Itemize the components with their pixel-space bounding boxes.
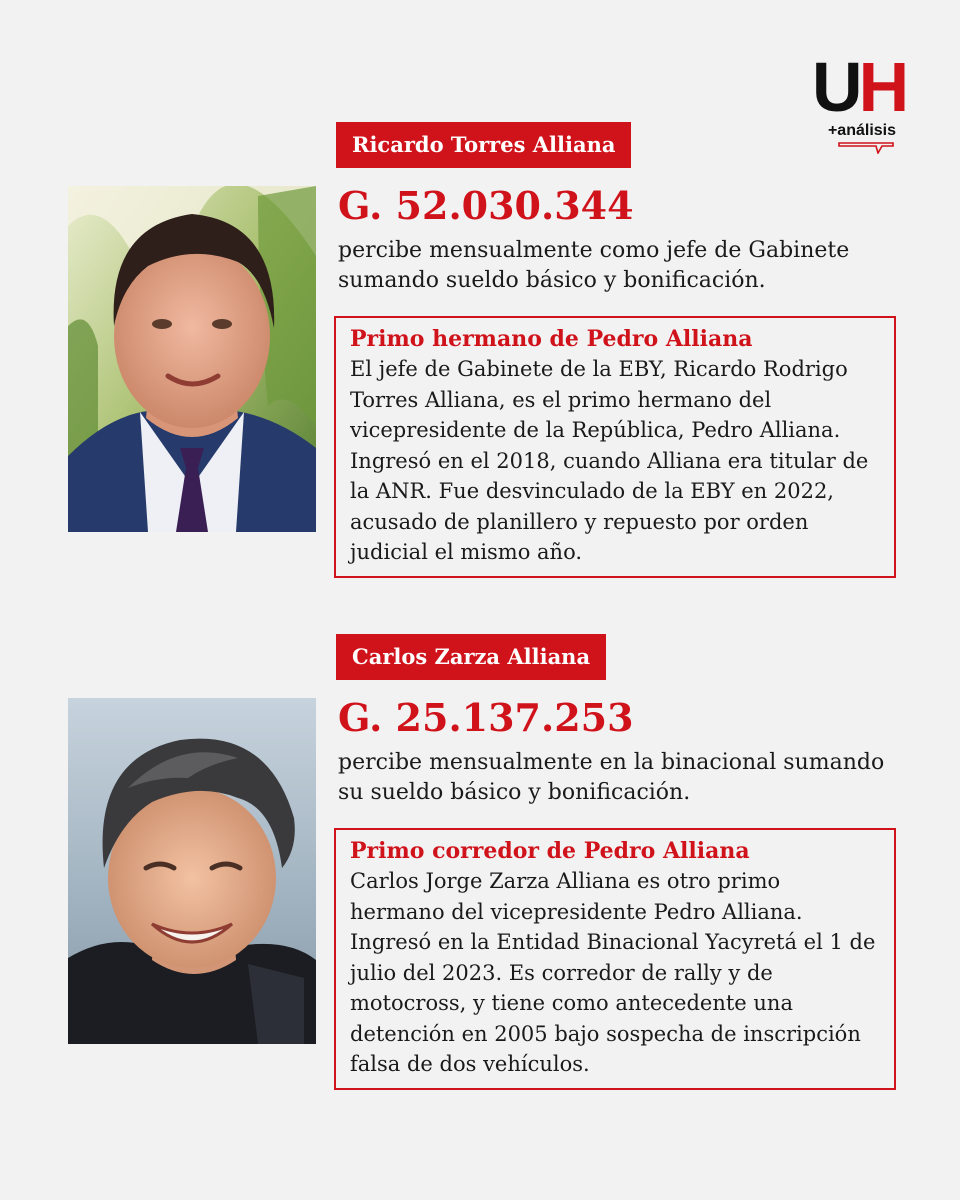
info-title: Primo hermano de Pedro Alliana [350,326,753,352]
name-tag: Carlos Zarza Alliana [336,634,606,680]
info-box [334,828,896,1090]
info-text: El jefe de Gabinete de la EBY, Ricardo Rodrigo Torres Alliana, es el primo hermano del vicepresidente de la República, Pedro Alliana. Ingresó en el 2018, cuando Alliana era titular de la ANR. Fue desvinculado de la EBY en 2022, acusado de planillero y repuesto por orden judicial el mismo año. [350,357,869,564]
info-text: Carlos Jorge Zarza Alliana es otro primo hermano del vicepresidente Pedro Alliana. Ingresó en la Entidad Binacional Yacyretá el 1 de julio del 2023. Es corredor de rally y de motocross, y tiene como antecedente una detención en 2005 bajo sospecha de inscripción falsa de dos vehículos. [350,869,876,1076]
portrait-photo [68,698,316,1044]
salary-description: percibe mensualmente como jefe de Gabinete sumando sueldo básico y bonificación. [338,238,850,293]
logo-mark [812,48,906,126]
logo-letter-u: U [812,48,859,126]
info-box [334,316,896,578]
salary-amount: G. 52.030.344 [338,183,634,228]
salary-description: percibe mensualmente en la binacional sumando su sueldo básico y bonificación. [338,750,885,805]
logo-subtitle: +análisis [827,122,896,139]
salary-amount: G. 25.137.253 [338,695,634,740]
name-tag: Ricardo Torres Alliana [336,122,631,168]
profile-card-ricardo [0,122,960,584]
portrait-photo [68,186,316,532]
profile-card-carlos [0,634,960,1096]
info-title: Primo corredor de Pedro Alliana [350,838,750,864]
logo-letter-h: H [858,48,906,126]
